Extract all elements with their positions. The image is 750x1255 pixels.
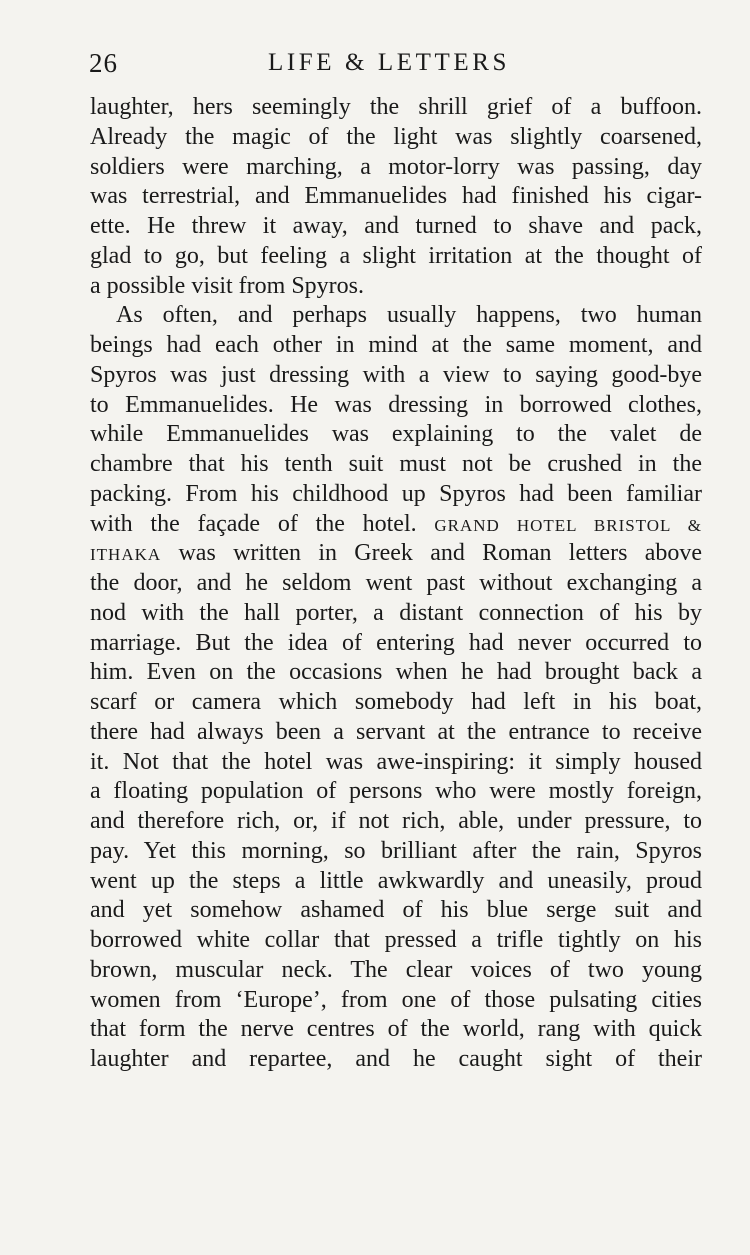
text-line: while Emmanuelides was explaining to the valet de [90, 421, 702, 448]
small-caps-hotel-name: GRAND HOTEL BRISTOL & [434, 515, 703, 535]
text-line: a possible visit from Spyros. [90, 272, 364, 299]
text-fragment: with the façade of the hotel. [90, 510, 417, 537]
body-text [90, 93, 702, 1075]
page-number: 26 [89, 48, 118, 78]
text-line: a floating population of persons who were mostly foreign, [90, 778, 702, 805]
text-line: and therefore rich, or, if not rich, able, under pressure, to [90, 808, 702, 834]
text-line: Already the magic of the light was slightly coarsened, [90, 123, 702, 150]
text-line: it. Not that the hotel was awe-inspiring: it simply housed [90, 748, 702, 775]
text-line: laughter, hers seemingly the shrill grief of a buffoon. [90, 94, 702, 120]
text-line: women from ‘Europe’, from one of those pulsating cities [90, 986, 702, 1013]
text-line: scarf or camera which somebody had left in his boat, [90, 689, 702, 715]
text-line: brown, muscular neck. The clear voices of two young [90, 956, 702, 983]
text-line: nod with the hall porter, a distant connection of his by [90, 599, 702, 626]
small-caps-hotel-name: ITHAKA [90, 545, 162, 565]
text-line: laughter and repartee, and he caught sight of their [90, 1046, 702, 1072]
text-line: marriage. But the idea of entering had never occurred to [90, 629, 702, 656]
text-line: that form the nerve centres of the world, rang with quick [90, 1016, 702, 1043]
text-line: went up the steps a little awkwardly and uneasily, proud [90, 867, 702, 894]
text-line-with-small-caps [90, 510, 702, 540]
running-head: LIFE & LETTERS [268, 49, 511, 76]
text-line-with-small-caps [90, 539, 702, 569]
text-line: there had always been a servant at the entrance to receive [90, 718, 702, 745]
text-line: was terrestrial, and Emmanuelides had finished his cigar- [90, 183, 702, 210]
text-line: soldiers were marching, a motor-lorry was passing, day [90, 153, 702, 180]
text-line: and yet somehow ashamed of his blue serge suit and [90, 897, 702, 924]
text-line: glad to go, but feeling a slight irritation at the thought of [90, 242, 702, 269]
text-line: him. Even on the occasions when he had brought back a [90, 659, 702, 686]
text-line: Spyros was just dressing with a view to saying good-bye [90, 361, 702, 388]
text-line: to Emmanuelides. He was dressing in borrowed clothes, [90, 391, 702, 418]
text-line: beings had each other in mind at the same moment, and [90, 332, 702, 358]
text-line: the door, and he seldom went past without exchanging a [90, 570, 702, 596]
text-fragment: was written in Greek and Roman letters above [178, 540, 703, 567]
text-line: borrowed white collar that pressed a trifle tightly on his [90, 927, 702, 953]
text-line: ette. He threw it away, and turned to shave and pack, [90, 213, 702, 239]
text-line: packing. From his childhood up Spyros had been familiar [90, 480, 702, 507]
text-line: As often, and perhaps usually happens, two human [116, 302, 702, 329]
text-line: chambre that his tenth suit must not be crushed in the [90, 451, 702, 477]
text-line: pay. Yet this morning, so brilliant after the rain, Spyros [90, 837, 702, 864]
